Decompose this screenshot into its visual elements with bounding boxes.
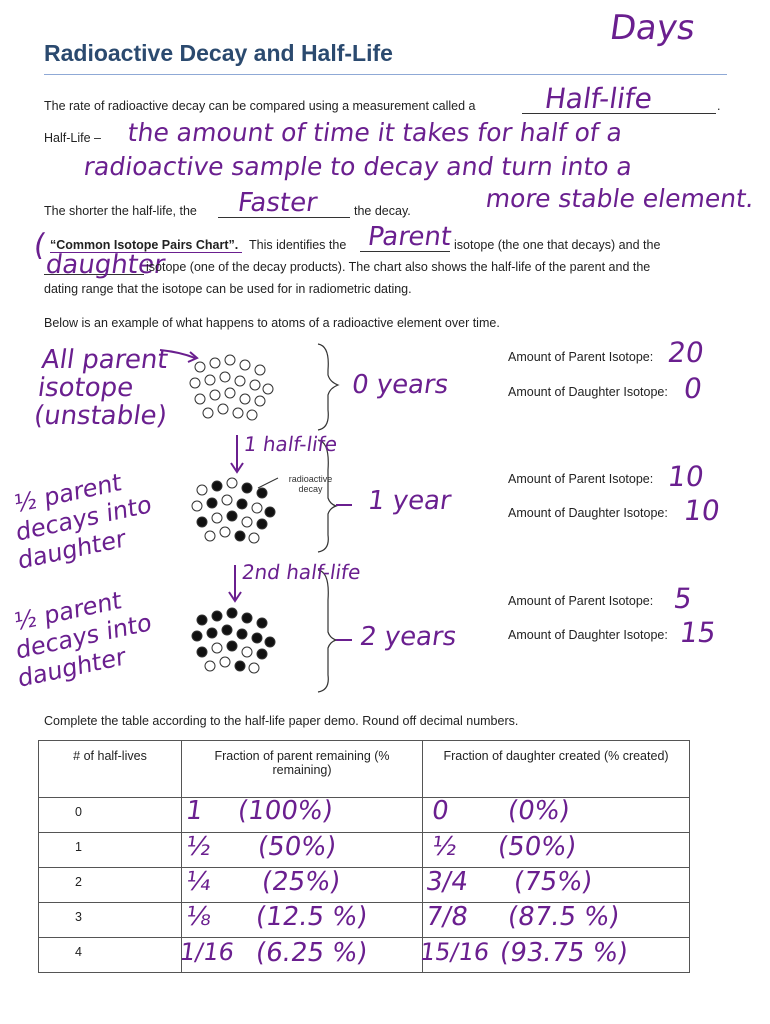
atom bbox=[265, 637, 275, 647]
shorter-answer: Faster bbox=[235, 188, 320, 218]
rate-sentence: The rate of radioactive decay can be compared using a measurement called a bbox=[44, 99, 476, 113]
atom bbox=[252, 503, 262, 513]
atom bbox=[220, 372, 230, 382]
atom bbox=[235, 661, 245, 671]
atom bbox=[265, 507, 275, 517]
header-daughter: Fraction of daughter created (% created) bbox=[423, 741, 690, 798]
parent-fraction-3: ⅛ bbox=[183, 902, 214, 932]
atom bbox=[225, 388, 235, 398]
parent-fraction-0: 1 bbox=[183, 796, 205, 826]
atom bbox=[233, 408, 243, 418]
daughter-amount-1: 10 bbox=[681, 494, 722, 527]
parent-pct-0: (100%) bbox=[235, 796, 335, 826]
row-n: 2 bbox=[39, 868, 182, 903]
radioactive-decay-label: radioactive decay bbox=[288, 474, 333, 494]
daughter-label-1: Amount of Daughter Isotope: bbox=[508, 506, 668, 520]
open-bracket: ( bbox=[31, 228, 49, 263]
table-row bbox=[39, 798, 690, 833]
table-instruction: Complete the table according to the half-life paper demo. Round off decimal numbers. bbox=[44, 714, 519, 728]
rate-period: . bbox=[717, 99, 721, 113]
atom bbox=[203, 408, 213, 418]
atom bbox=[255, 396, 265, 406]
daughter-fraction-2: 3/4 bbox=[423, 867, 470, 897]
shorter-sentence: The shorter the half-life, the bbox=[44, 204, 197, 218]
atom bbox=[227, 608, 237, 618]
atom bbox=[257, 519, 267, 529]
parent-label-2: Amount of Parent Isotope: bbox=[508, 594, 654, 608]
atom bbox=[249, 663, 259, 673]
definition-line-3: more stable element. bbox=[483, 184, 757, 213]
chart-sentence-d: dating range that the isotope can be used for in radiometric dating. bbox=[44, 282, 412, 296]
definition-line-2: radioactive sample to decay and turn into a bbox=[81, 152, 635, 181]
stage-2-years: 2 years bbox=[357, 622, 459, 652]
daughter-amount-0: 0 bbox=[681, 372, 705, 405]
shorter-post: the decay. bbox=[354, 204, 411, 218]
chart-title: “Common Isotope Pairs Chart”. bbox=[50, 238, 239, 252]
atom bbox=[205, 375, 215, 385]
parent-amount-1: 10 bbox=[665, 460, 706, 493]
definition-line-1: the amount of time it takes for half of a bbox=[125, 118, 625, 147]
left-note-3: ½ parent decays into daughter bbox=[13, 585, 153, 694]
stage-0-years: 0 years bbox=[349, 370, 451, 400]
atom bbox=[220, 527, 230, 537]
left-note-2: ½ parent decays into daughter bbox=[13, 467, 153, 576]
row-n: 4 bbox=[39, 938, 182, 973]
row-n: 3 bbox=[39, 903, 182, 938]
atom bbox=[263, 384, 273, 394]
daughter-fraction-3: 7/8 bbox=[423, 902, 470, 932]
atom bbox=[210, 390, 220, 400]
atom bbox=[225, 355, 235, 365]
header-half-lives: # of half-lives bbox=[39, 741, 182, 798]
atom bbox=[195, 362, 205, 372]
atom bbox=[237, 499, 247, 509]
halflife-label: Half-Life – bbox=[44, 131, 101, 145]
title-rule bbox=[44, 74, 727, 75]
corner-note: Days bbox=[607, 8, 698, 48]
parent-pct-4: (6.25 %) bbox=[253, 938, 370, 968]
daughter-label-0: Amount of Daughter Isotope: bbox=[508, 385, 668, 399]
atom bbox=[210, 358, 220, 368]
daughter-answer: daughter bbox=[43, 250, 167, 280]
atom bbox=[237, 629, 247, 639]
parent-amount-0: 20 bbox=[665, 336, 706, 369]
parent-pct-2: (25%) bbox=[259, 867, 343, 897]
daughter-pct-3: (87.5 %) bbox=[505, 902, 622, 932]
daughter-amount-2: 15 bbox=[677, 616, 718, 649]
example-sentence: Below is an example of what happens to atoms of a radioactive element over time. bbox=[44, 316, 500, 330]
parent-amount-2: 5 bbox=[671, 582, 695, 615]
atom bbox=[252, 633, 262, 643]
parent-pct-3: (12.5 %) bbox=[253, 902, 370, 932]
daughter-pct-1: (50%) bbox=[495, 832, 579, 862]
atom bbox=[227, 511, 237, 521]
daughter-pct-4: (93.75 %) bbox=[497, 938, 630, 968]
row-n: 0 bbox=[39, 798, 182, 833]
atom bbox=[257, 618, 267, 628]
atom bbox=[227, 478, 237, 488]
parent-pct-1: (50%) bbox=[255, 832, 339, 862]
parent-fraction-4: 1/16 bbox=[178, 938, 236, 966]
header-parent: Fraction of parent remaining (% remaining) bbox=[182, 741, 423, 798]
parent-fraction-2: ¼ bbox=[183, 867, 214, 897]
atom bbox=[242, 613, 252, 623]
half-life-arrow-1: 1 half-life bbox=[242, 432, 339, 456]
atom bbox=[222, 625, 232, 635]
chart-sentence-b: isotope (the one that decays) and the bbox=[454, 238, 661, 252]
chart-sentence-c: isotope (one of the decay products). The chart also shows the half-life of the parent and the bbox=[146, 260, 651, 274]
atom bbox=[257, 488, 267, 498]
atom bbox=[220, 657, 230, 667]
atom bbox=[249, 533, 259, 543]
atom bbox=[257, 649, 267, 659]
atom bbox=[190, 378, 200, 388]
atom bbox=[212, 611, 222, 621]
atom bbox=[205, 661, 215, 671]
left-note-1: All parent isotope (unstable) bbox=[31, 345, 170, 431]
atom bbox=[235, 531, 245, 541]
daughter-fraction-0: 0 bbox=[429, 796, 451, 826]
atom bbox=[240, 360, 250, 370]
parent-answer: Parent bbox=[365, 222, 454, 252]
atom bbox=[227, 641, 237, 651]
atom bbox=[218, 404, 228, 414]
atom bbox=[255, 365, 265, 375]
daughter-fraction-1: ½ bbox=[429, 832, 460, 862]
daughter-fraction-4: 15/16 bbox=[418, 938, 492, 966]
half-life-arrow-2: 2nd half-life bbox=[240, 560, 363, 584]
table-row bbox=[39, 833, 690, 868]
atom bbox=[235, 376, 245, 386]
page-title: Radioactive Decay and Half-Life bbox=[44, 40, 393, 66]
daughter-label-2: Amount of Daughter Isotope: bbox=[508, 628, 668, 642]
atom bbox=[212, 481, 222, 491]
rate-answer: Half-life bbox=[542, 82, 655, 115]
stage-1-years: 1 year bbox=[365, 486, 453, 516]
atom bbox=[195, 394, 205, 404]
atom bbox=[242, 483, 252, 493]
atom bbox=[240, 394, 250, 404]
daughter-pct-2: (75%) bbox=[511, 867, 595, 897]
parent-fraction-1: ½ bbox=[183, 832, 214, 862]
chart-sentence-a: This identifies the bbox=[249, 238, 347, 252]
atom bbox=[242, 517, 252, 527]
atom bbox=[222, 495, 232, 505]
atom bbox=[247, 410, 257, 420]
atom bbox=[242, 647, 252, 657]
parent-label-0: Amount of Parent Isotope: bbox=[508, 350, 654, 364]
parent-label-1: Amount of Parent Isotope: bbox=[508, 472, 654, 486]
daughter-pct-0: (0%) bbox=[505, 796, 572, 826]
atom bbox=[250, 380, 260, 390]
row-n: 1 bbox=[39, 833, 182, 868]
